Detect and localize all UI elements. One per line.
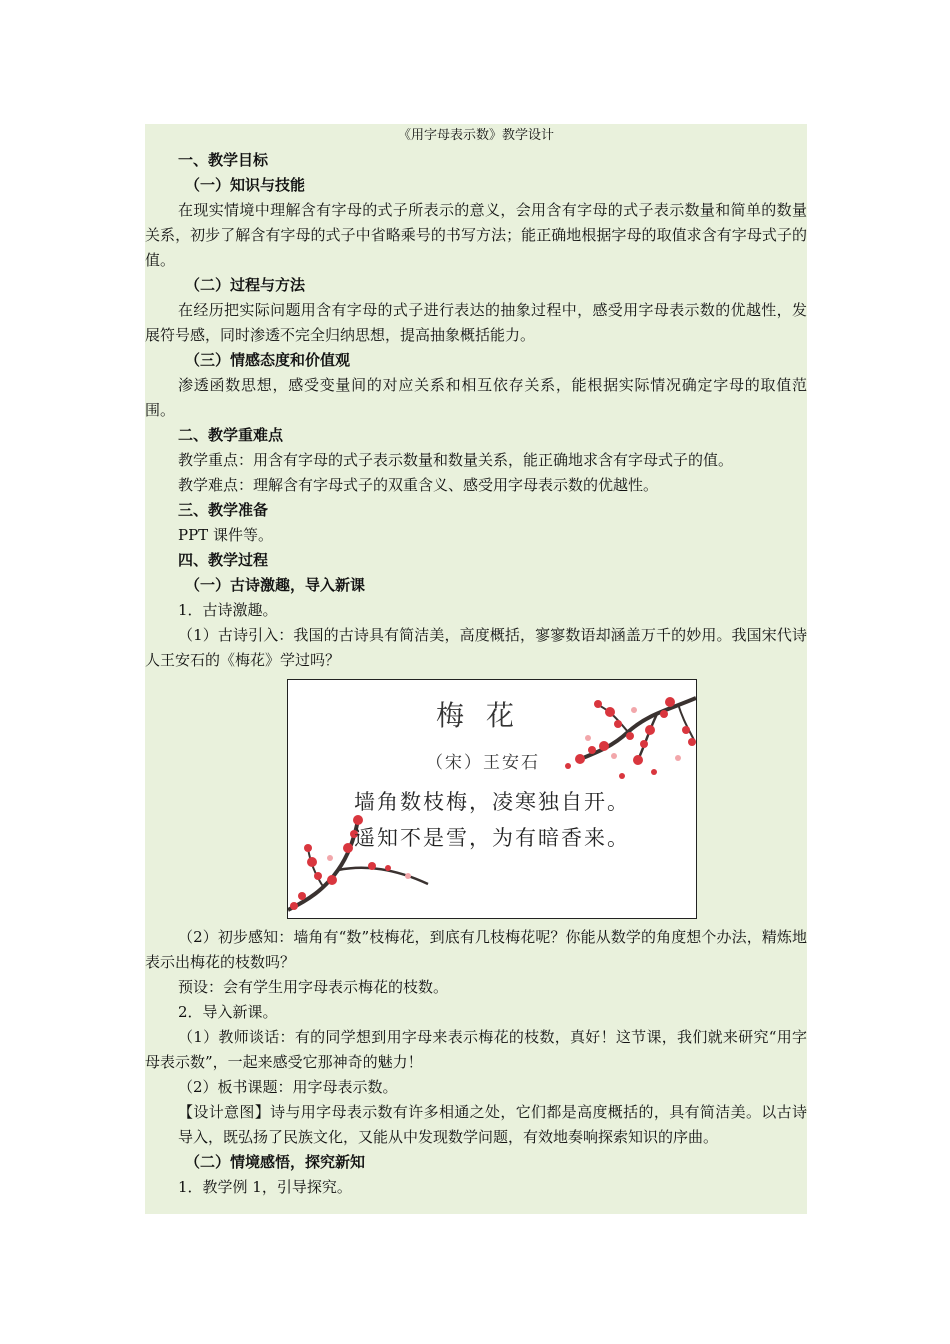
paragraph-example-1: 1．教学例 1，引导探究。	[178, 1178, 352, 1196]
paragraph-initial-perception: （2）初步感知：墙角有“数”枝梅花，到底有几枝梅花呢？你能从数学的角度想个办法，精炼地表示出梅花的枝数吗？	[145, 928, 807, 971]
paragraph-teacher-talk: （1）教师谈话：有的同学想到用字母来表示梅花的枝数，真好！这节课，我们就来研究“用字母表示数”，一起来感受它那神奇的魅力！	[145, 1028, 807, 1071]
section-heading-objectives: 一、教学目标	[178, 151, 269, 169]
plum-branch-bottom-left-illustration	[288, 800, 438, 918]
paragraph-attitude: 渗透函数思想，感受变量间的对应关系和相互依存关系，能根据实际情况确定字母的取值范围。	[145, 376, 807, 419]
poem-line-2: 遥知不是雪，为有暗香来。	[354, 826, 630, 850]
subheading-explore: （二）情境感悟，探究新知	[185, 1153, 366, 1171]
paragraph-design-intent: 【设计意图】诗与用字母表示数有许多相通之处，它们都是高度概括的，具有简洁美。以古诗导入，既弘扬了民族文化，又能从中发现数学问题，有效地奏响探索知识的序曲。	[178, 1103, 807, 1146]
paragraph-process: 在经历把实际问题用含有字母的式子进行表达的抽象过程中，感受用字母表示数的优越性，发展符号感，同时渗透不完全归纳思想，提高抽象概括能力。	[145, 301, 807, 344]
section-heading-key-points: 二、教学重难点	[178, 426, 284, 444]
section-heading-procedure: 四、教学过程	[178, 551, 269, 569]
paragraph-knowledge: 在现实情境中理解含有字母的式子所表示的意义，会用含有字母的式子表示数量和简单的数量关系，初步了解含有字母的式子中省略乘号的书写方法；能正确地根据字母的取值求含有字母式子的值。	[145, 201, 807, 269]
paragraph-step-1: 1．古诗激趣。	[178, 601, 278, 619]
paragraph-step-2: 2．导入新课。	[178, 1003, 278, 1021]
paragraph-preparation: PPT 课件等。	[178, 526, 273, 544]
paragraph-expectation: 预设：会有学生用字母表示梅花的枝数。	[178, 978, 449, 996]
poem-title: 梅花	[436, 699, 537, 732]
plum-blossom-poem-image	[287, 679, 697, 919]
paragraph-difficulty: 教学难点：理解含有字母式子的双重含义、感受用字母表示数的优越性。	[178, 476, 659, 494]
paragraph-board-title: （2）板书课题：用字母表示数。	[178, 1078, 398, 1096]
document-page	[145, 124, 807, 1214]
subheading-process: （二）过程与方法	[185, 276, 306, 294]
subheading-attitude: （三）情感态度和价值观	[185, 351, 351, 369]
poem-line-1: 墙角数枝梅，凌寒独自开。	[354, 790, 630, 814]
section-heading-preparation: 三、教学准备	[178, 501, 269, 519]
subheading-poem-intro: （一）古诗激趣，导入新课	[185, 576, 366, 594]
paragraph-key-point: 教学重点：用含有字母的式子表示数量和数量关系，能正确地求含有字母式子的值。	[178, 451, 734, 469]
document-title: 《用字母表示数》教学设计	[397, 128, 554, 143]
poem-author: （宋）王安石	[426, 753, 540, 773]
subheading-knowledge: （一）知识与技能	[185, 176, 306, 194]
paragraph-poem-intro: （1）古诗引入：我国的古诗具有简洁美，高度概括，寥寥数语却涵盖万千的妙用。我国宋代诗人王安石的《梅花》学过吗？	[145, 626, 807, 669]
